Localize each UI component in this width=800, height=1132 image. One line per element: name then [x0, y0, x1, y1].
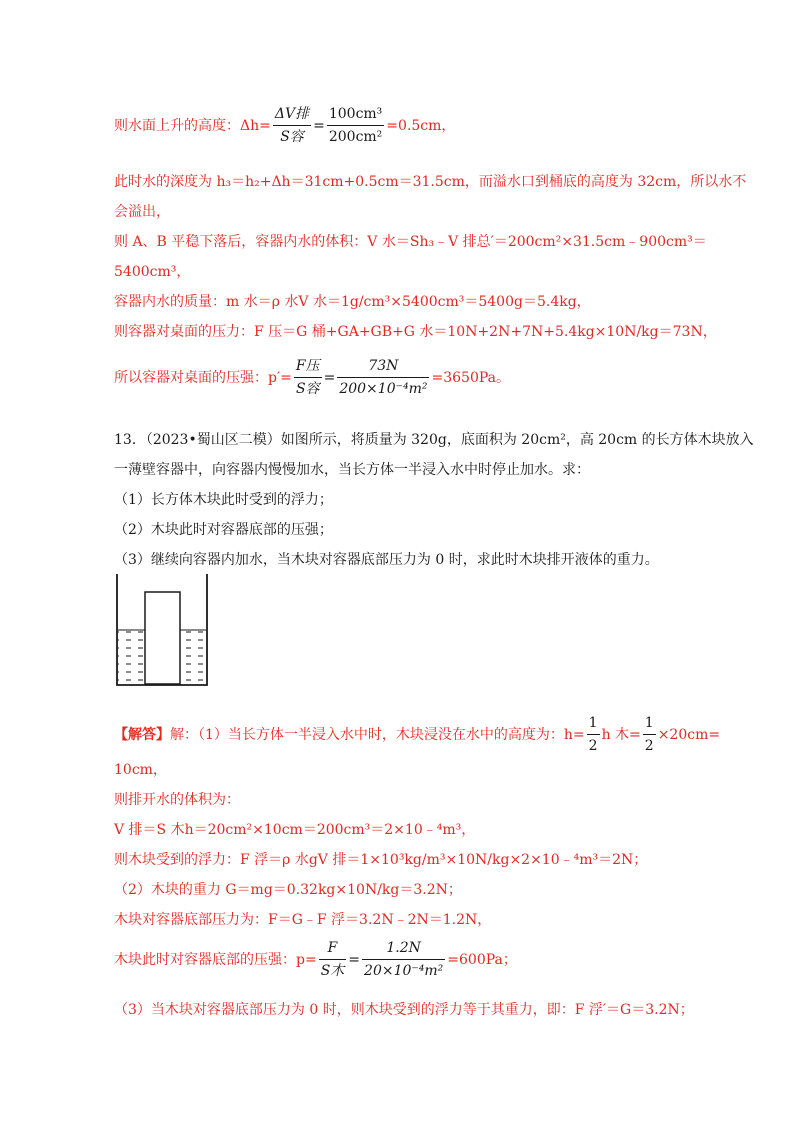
- water-rise-formula: [114, 104, 455, 147]
- pressure-result: 3650Pa。: [443, 369, 510, 386]
- half-den-1: 2: [588, 738, 598, 754]
- rise-frac2-den: 200cm²: [328, 129, 383, 145]
- half-den-2: 2: [644, 738, 654, 754]
- water-left: [118, 630, 145, 684]
- force-line: 则容器对桌面的压力：F 压＝G 桶+GA+GB+G 水＝10N+2N+7N+5.4kg×10N/kg＝73N，: [114, 324, 717, 340]
- mass-line: 容器内水的质量：m 水＝ρ 水V 水＝1g/cm³×5400cm³＝5400g＝5.4kg，: [114, 294, 591, 310]
- volume-line-2: 5400cm³，: [114, 264, 191, 280]
- half-fraction-1: [587, 713, 600, 756]
- rise-frac2-num: 100cm³: [327, 104, 384, 126]
- answer-1-prefix: 解：（1）当长方体一半浸入水中时，木块浸没在水中的高度为：h=: [170, 726, 585, 743]
- pressure-frac2-den: 200×10⁻⁴m²: [339, 381, 428, 397]
- water-right: [180, 630, 206, 684]
- rise-prefix: 则水面上升的高度：Δh: [114, 117, 260, 134]
- half-fraction-2: [643, 713, 656, 756]
- rise-eq3: =: [386, 117, 399, 134]
- answer-2-fraction-2: [362, 938, 445, 981]
- rise-fraction-2: [327, 104, 384, 147]
- question-13-line-2: 一薄壁容器中，向容器内慢慢加水，当长方体一半浸入水中时停止加水。求：: [114, 462, 590, 478]
- answer-2-eq: =: [348, 951, 361, 968]
- answer-1-line-3: 则排开水的体积为：: [114, 792, 240, 808]
- answer-2-frac1-den: S木: [320, 963, 345, 979]
- question-13-part-1: （1）长方体木块此时受到的浮力；: [114, 492, 333, 508]
- rise-eq2: =: [313, 117, 325, 134]
- wooden-block: [145, 592, 180, 684]
- pressure-frac1-den: S容: [295, 381, 320, 397]
- pressure-prefix: 所以容器对桌面的压强：p′: [114, 369, 281, 386]
- question-13-part-2: （2）木块此时对容器底部的压强；: [114, 522, 333, 538]
- depth-line-2: 会溢出，: [114, 204, 170, 220]
- container-diagram: [112, 572, 212, 690]
- rise-result: 0.5cm，: [398, 117, 456, 134]
- pressure-frac2-num: 73N: [337, 356, 429, 378]
- pressure-fraction-1: [294, 356, 322, 399]
- half-num-2: 1: [643, 713, 656, 735]
- answer-2-frac1-num: F: [319, 938, 347, 960]
- answer-1-line-2: 10cm，: [114, 762, 167, 778]
- question-13-part-3: （3）继续向容器内加水，当木块对容器底部压力为 0 时，求此时木块排开液体的重力。: [114, 552, 659, 568]
- pressure-formula: [114, 356, 510, 399]
- answer-2-line-1: （2）木块的重力 G＝mg＝0.32kg×10N/kg＝3.2N；: [114, 882, 462, 898]
- half-num-1: 1: [587, 713, 600, 735]
- pressure-eq3: =: [431, 369, 444, 386]
- pressure-eq1: =: [280, 369, 292, 386]
- volume-line-1: 则 A、B 平稳下落后，容器内水的体积：V 水＝Sh₃﹣V 排总′＝200cm²×31.5cm﹣900cm³＝: [114, 234, 707, 250]
- answer-2-line-2: 木块对容器底部压力为：F＝G﹣F 浮＝3.2N﹣2N＝1.2N，: [114, 912, 492, 928]
- answer-2-pressure-formula: [114, 938, 517, 981]
- question-13-line-1: 13．（2023•蜀山区二模）如图所示，将质量为 320g，底面积为 20cm²，高 20cm 的长方体木块放入: [114, 432, 754, 448]
- answer-part-1-formula: [114, 713, 720, 756]
- answer-2-result: =600Pa；: [447, 951, 517, 968]
- answer-2-frac2-num: 1.2N: [362, 938, 445, 960]
- answer-1-line-5: 则木块受到的浮力：F 浮＝ρ 水gV 排＝1×10³kg/m³×10N/kg×2×10﹣⁴m³＝2N；: [114, 852, 648, 868]
- answer-tag: 【解答】: [114, 726, 170, 743]
- rise-fraction-1: [273, 104, 311, 147]
- depth-line-1: 此时水的深度为 h₃＝h₂+Δh＝31cm+0.5cm＝31.5cm，而溢水口到桶底的高度为 32cm，所以水不: [114, 174, 747, 190]
- rise-frac1-num: ΔV排: [273, 104, 311, 126]
- rise-eq1: =: [259, 117, 271, 134]
- answer-2-frac2-den: 20×10⁻⁴m²: [364, 963, 444, 979]
- rise-frac1-den: S容: [280, 129, 304, 145]
- answer-2-prefix: 木块此时对容器底部的压强：p=: [114, 951, 317, 968]
- answer-1-line-4: V 排＝S 木h＝20cm²×10cm＝200cm³＝2×10﹣⁴m³，: [114, 822, 476, 838]
- pressure-eq2: =: [323, 369, 336, 386]
- pressure-frac1-num: F压: [294, 356, 322, 378]
- answer-2-fraction-1: [319, 938, 347, 981]
- answer-1-suffix: ×20cm=: [657, 726, 721, 743]
- answer-3-line-1: （3）当木块对容器底部压力为 0 时，则木块受到的浮力等于其重力，即：F 浮′＝G＝3.2N；: [114, 1002, 694, 1018]
- pressure-fraction-2: [337, 356, 429, 399]
- answer-1-mid: h 木=: [601, 726, 641, 743]
